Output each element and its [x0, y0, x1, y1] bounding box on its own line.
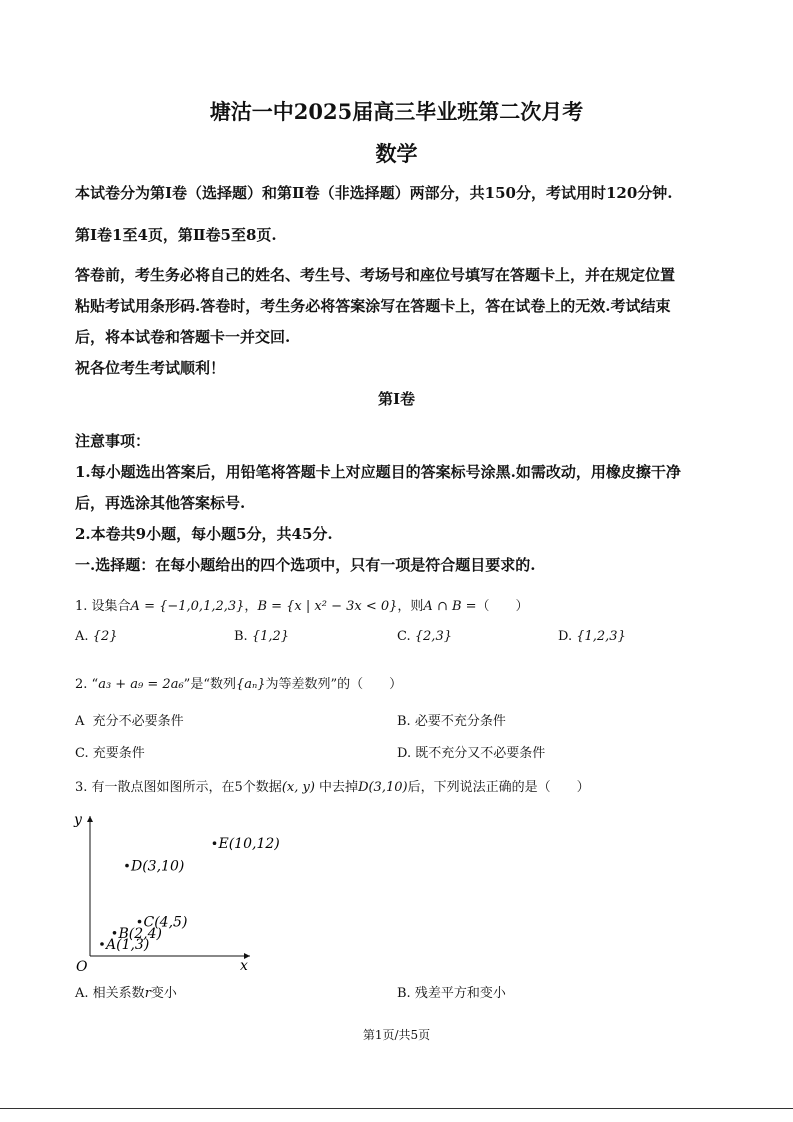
scatter-point-2	[138, 920, 142, 924]
note-1a: 1.每小题选出答案后，用铅笔将答题卡上对应题目的答案标号涂黑.如需改动，用橡皮擦干净	[75, 463, 681, 481]
q3-mid: 中去掉	[319, 780, 359, 795]
scatter-point-label-3: D(3,10)	[131, 858, 185, 875]
q2-prefix: 2. “	[75, 677, 99, 692]
scatter-points	[100, 836, 280, 953]
q1-set-b: B = {x | x² − 3x < 0}	[257, 599, 398, 614]
intro-paragraph-2: 粘贴考试用条形码.答卷时，考生务必将答案涂写在答题卡上，答在试卷上的无效.考试结束	[75, 297, 671, 315]
q3-option-b[interactable]: B. 残差平方和变小	[397, 986, 506, 1001]
bottom-rule	[0, 1108, 793, 1109]
intro-paragraph-1: 答卷前，考生务必将自己的姓名、考生号、考场号和座位号填写在答题卡上，并在规定位置	[75, 266, 676, 284]
x-axis-label: x	[240, 958, 248, 974]
note-2: 2.本卷共9小题，每小题5分，共45分.	[75, 525, 333, 543]
q2-option-d[interactable]: D. 既不充分又不必要条件	[397, 746, 546, 761]
q3-suffix: 后，下列说法正确的是（ ）	[407, 780, 590, 795]
scatter-point-4	[213, 841, 217, 845]
scatter-point-0	[100, 942, 104, 946]
origin-label: O	[76, 959, 88, 975]
question-3	[75, 776, 590, 795]
scatter-point-label-2: C(4,5)	[143, 914, 188, 931]
scatter-point-label-4: E(10,12)	[218, 836, 280, 853]
question-2	[75, 673, 402, 692]
q1-paren: （ ）	[476, 599, 529, 614]
q1-option-c[interactable]: C. {2,3}	[397, 629, 452, 644]
q3-option-a[interactable]: A. 相关系数r变小	[75, 986, 177, 1001]
q2-mid: ”是“数列	[183, 677, 236, 692]
q1-option-b[interactable]: B. {1,2}	[234, 629, 290, 644]
scatter-plot	[60, 806, 280, 976]
intro-line-2: 第Ⅰ卷1至4页，第Ⅱ卷5至8页.	[75, 226, 277, 244]
q1-set-a: A = {−1,0,1,2,3}	[130, 599, 245, 614]
y-axis-label: y	[74, 812, 82, 828]
scatter-point-label-0: A(1,3)	[106, 937, 150, 953]
q3-prefix: 3. 有一散点图如图所示，在5个数据	[75, 780, 282, 795]
q2-sequence: {aₙ}	[235, 677, 266, 692]
q2-option-c[interactable]: C. 充要条件	[75, 746, 145, 761]
scatter-point-1	[113, 931, 117, 935]
intro-paragraph-3: 后，将本试卷和答题卡一并交回.	[75, 328, 291, 346]
q2-option-a[interactable]: A 充分不必要条件	[75, 714, 184, 729]
q1-expression: A ∩ B =	[423, 599, 477, 614]
q3-pair: (x, y)	[281, 780, 315, 795]
page-footer: 第1页/共5页	[362, 1028, 431, 1042]
part-heading: 一.选择题：在每小题给出的四个选项中，只有一项是符合题目要求的.	[75, 556, 536, 574]
q3-point: D(3,10)	[358, 780, 408, 795]
notes-heading: 注意事项：	[75, 432, 151, 450]
q1-option-a[interactable]: A. {2}	[75, 629, 118, 644]
q2-suffix: 为等差数列”的（ ）	[265, 677, 403, 692]
q1-prefix: 1. 设集合	[75, 599, 131, 614]
q1-comma: ，	[244, 599, 258, 614]
q1-option-d[interactable]: D. {1,2,3}	[558, 629, 626, 644]
scatter-point-3	[125, 864, 129, 868]
question-1	[75, 595, 529, 614]
section-title: 第Ⅰ卷	[377, 390, 416, 408]
exam-title: 塘沽一中2025届高三毕业班第二次月考	[209, 99, 584, 124]
q2-condition: a₃ + a₉ = 2a₆	[98, 677, 184, 692]
note-1b: 后，再选涂其他答案标号.	[75, 494, 246, 512]
exam-subject: 数学	[375, 141, 418, 166]
q1-then: ，则	[397, 599, 424, 614]
scatter-point-label-1: B(2,4)	[118, 925, 162, 942]
q2-option-b[interactable]: B. 必要不充分条件	[397, 714, 506, 729]
intro-wish: 祝各位考生考试顺利！	[75, 359, 226, 377]
intro-line-1: 本试卷分为第Ⅰ卷（选择题）和第Ⅱ卷（非选择题）两部分，共150分，考试用时120分钟.	[75, 184, 673, 202]
